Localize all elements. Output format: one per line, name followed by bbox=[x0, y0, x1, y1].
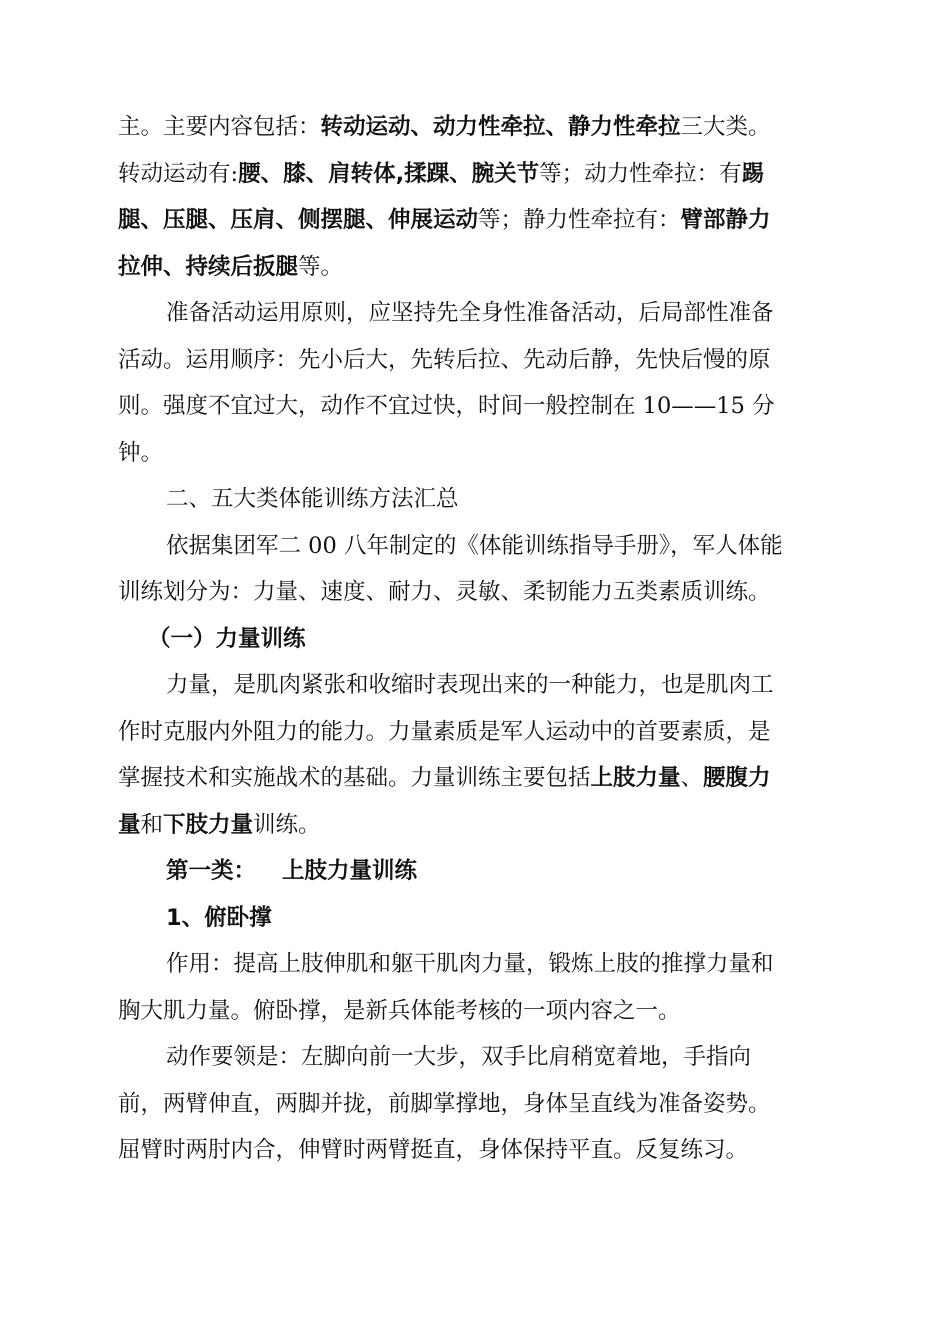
text-run: 三大类。 bbox=[680, 114, 771, 140]
text-run: 转动运动有: bbox=[118, 160, 239, 187]
text-run: 掌握技术和实施战术的基础。力量训练主要包括 bbox=[118, 765, 591, 791]
bold-text-run: 腿、压腿、压肩、侧摆腿、伸展运动 bbox=[118, 207, 479, 233]
paragraph-manual-line-1: 依据集团军二 00 八年制定的《体能训练指导手册》，军人体能 bbox=[166, 532, 783, 559]
paragraph-warmup-content-line-1 bbox=[118, 104, 828, 151]
paragraph-warmup-content-line-4 bbox=[118, 244, 828, 291]
bold-text-run: 臂部静力 bbox=[680, 207, 771, 233]
subsection-title-strength-training: （一）力量训练 bbox=[148, 625, 306, 652]
text-run: 、 bbox=[680, 765, 704, 791]
bold-text-run: 上肢力量 bbox=[590, 765, 681, 791]
paragraph-warmup-content-line-2 bbox=[118, 151, 828, 198]
paragraph-strength-line-1: 力量，是肌肉紧张和收缩时表现出来的一种能力，也是肌肉工 bbox=[166, 672, 774, 698]
bold-text-run: 腰腹力 bbox=[703, 765, 771, 791]
bold-text-run: 踢 bbox=[741, 160, 765, 187]
paragraph-warmup-principle-line-3: 则。强度不宜过大，动作不宜过快，时间一般控制在 10——15 分 bbox=[118, 393, 775, 419]
paragraph-pushup-effect-line-1: 作用：提高上肢伸肌和躯干肌肉力量，锻炼上肢的推撑力量和 bbox=[166, 951, 774, 977]
text-run: 主。主要内容包括： bbox=[118, 114, 321, 140]
bold-text-run: 下肢力量 bbox=[163, 811, 254, 838]
text-run: 等。 bbox=[298, 253, 344, 280]
paragraph-strength-line-2: 作时克服内外阻力的能力。力量素质是军人运动中的首要素质，是 bbox=[118, 718, 771, 745]
item-title-pushup: 1、俯卧撑 bbox=[166, 904, 272, 931]
text-run: 等；动力性牵拉：有 bbox=[539, 160, 742, 187]
paragraph-warmup-principle-line-4: 钟。 bbox=[118, 439, 164, 466]
bold-text-run: 腰、膝、肩转体,揉踝、腕关节 bbox=[238, 160, 540, 187]
category-name: 上肢力量训练 bbox=[282, 858, 418, 884]
document-page bbox=[118, 104, 828, 1174]
category-label: 第一类： bbox=[166, 858, 257, 884]
paragraph-warmup-principle-line-1: 准备活动运用原则，应坚持先全身性准备活动，后局部性准备 bbox=[166, 300, 774, 326]
bold-text-run: 转动运动、动力性牵拉、静力性牵拉 bbox=[320, 114, 681, 140]
text-run: 等；静力性牵拉有： bbox=[478, 207, 681, 233]
paragraph-warmup-content-line-3 bbox=[118, 197, 828, 244]
paragraph-pushup-method-line-3: 屈臂时两肘内合，伸臂时两臂挺直，身体保持平直。反复练习。 bbox=[118, 1137, 749, 1163]
paragraph-warmup-principle-line-2: 活动。运用顺序：先小后大，先转后拉、先动后静，先快后慢的原 bbox=[118, 346, 771, 373]
paragraph-strength-line-4 bbox=[118, 802, 828, 849]
paragraph-manual-line-2: 训练划分为：力量、速度、耐力、灵敏、柔韧能力五类素质训练。 bbox=[118, 579, 771, 605]
section-title-training-methods: 二、五大类体能训练方法汇总 bbox=[166, 486, 459, 512]
paragraph-strength-line-3 bbox=[118, 755, 828, 802]
text-run: 训练。 bbox=[253, 811, 321, 838]
text-run: 和 bbox=[140, 811, 164, 838]
paragraph-pushup-effect-line-2: 胸大肌力量。俯卧撑，是新兵体能考核的一项内容之一。 bbox=[118, 997, 681, 1024]
bold-text-run: 拉伸、持续后扳腿 bbox=[118, 253, 299, 280]
category-title-upper-limb bbox=[118, 848, 828, 895]
paragraph-pushup-method-line-1: 动作要领是：左脚向前一大步，双手比肩稍宽着地，手指向 bbox=[166, 1044, 752, 1070]
paragraph-pushup-method-line-2: 前，两臂伸直，两脚并拢，前脚掌撑地，身体呈直线为准备姿势。 bbox=[118, 1090, 771, 1117]
bold-text-run: 量 bbox=[118, 811, 141, 838]
